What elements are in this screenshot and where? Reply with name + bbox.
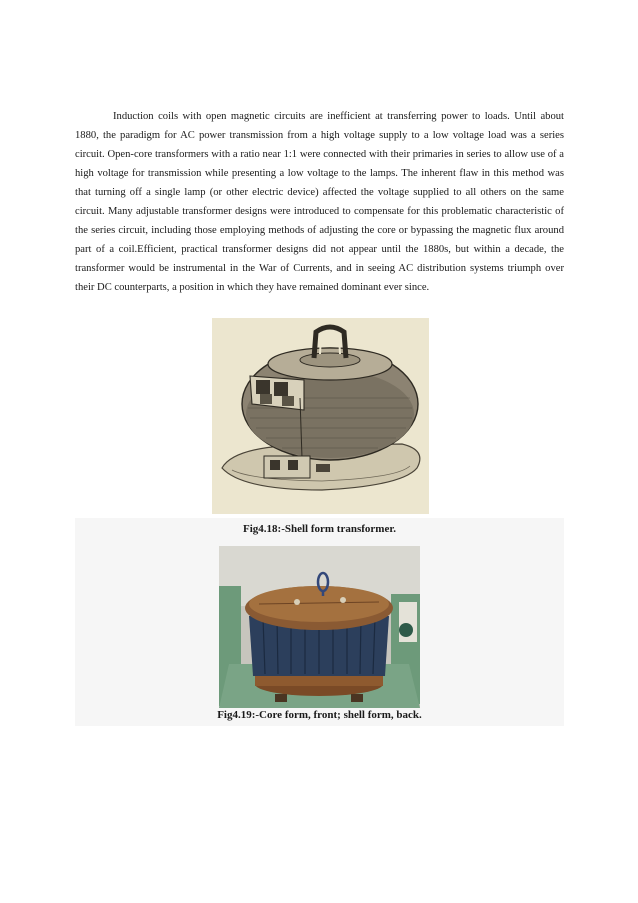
shell-form-transformer-engraving [212,318,429,514]
body-paragraph [75,107,564,297]
figure-caption-4-19: Fig4.19:-Core form, front; shell form, back. [217,709,422,721]
figure-caption-4-18: Fig4.18:-Shell form transformer. [243,523,396,535]
paragraph-text: Induction coils with open magnetic circuits are inefficient at transferring power to loads. Until about 1880, the paradigm for AC power transmission from a high voltage supply to a low voltage load was a series circuit. Open-core transformers with a ratio near 1:1 were connected with their primaries in series to allow use of a high voltage for transmission while presenting a low voltage to the lamps. The inherent flaw in this method was that turning off a single lamp (or other electric device) affected the voltage supplied to all others on the same circuit. Many adjustable transformer designs were introduced to compensate for this problematic characteristic of the series circuit, including those employing methods of adjusting the core or bypassing the magnetic flux around part of a coil.Efficient, practical transformer designs did not appear until the 1880s, but within a decade, the transformer would be instrumental in the War of Currents, and in seeing AC distribution systems triumph over their DC counterparts, a position in which they have remained dominant ever since. [75,111,564,293]
core-and-shell-transformer-photo [219,546,420,708]
